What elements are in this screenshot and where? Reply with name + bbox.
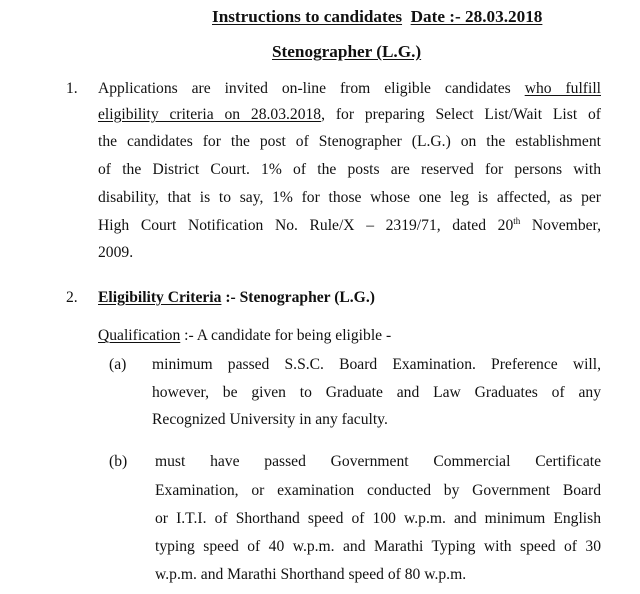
document-title: Instructions to candidates	[212, 7, 403, 26]
sub-item-b-label: (b)	[109, 453, 128, 470]
item-1-line-4: of the District Court. 1% of the posts are reserved for persons with	[98, 161, 601, 178]
item-1-line-6: High Court Notification No. Rule/X – 2319/71, dated 20th November,	[98, 216, 601, 234]
sub-item-b-line-2: Examination, or examination conducted by Government Board	[155, 482, 601, 499]
document-header	[212, 7, 542, 27]
item-1-line-7: 2009.	[98, 244, 134, 261]
sub-item-b-line-3: or I.T.I. of Shorthand speed of 100 w.p.m. and minimum English	[155, 510, 601, 527]
item-1-line-3: the candidates for the post of Stenographer (L.G.) on the establishment	[98, 133, 601, 150]
item-1-line-2: eligibility criteria on 28.03.2018, for preparing Select List/Wait List of	[98, 106, 601, 123]
item-1-line-5: disability, that is to say, 1% for those whose one leg is affected, as per	[98, 189, 601, 206]
sub-item-a-line-2: however, be given to Graduate and Law Graduates of any	[152, 384, 601, 401]
eligibility-date-emphasis: who fulfill	[524, 80, 601, 97]
superscript-th: th	[513, 216, 521, 226]
post-heading	[272, 42, 421, 62]
qualification-label: Qualification	[98, 327, 181, 344]
item-1-number: 1.	[66, 80, 78, 97]
sub-item-b-line-4: typing speed of 40 w.p.m. and Marathi Typing with speed of 30	[155, 538, 601, 555]
item-1-line-1: Applications are invited on-line from eligible candidates who fulfill	[98, 80, 601, 97]
item-2-number: 2.	[66, 289, 78, 306]
qualification-line: Qualification :- A candidate for being eligible -	[98, 327, 392, 344]
sub-item-b-line-5: w.p.m. and Marathi Shorthand speed of 80 w.p.m.	[155, 566, 467, 583]
document-date: Date :- 28.03.2018	[410, 7, 543, 26]
sub-item-b-line-1: must have passed Government Commercial Certificate	[155, 453, 601, 470]
post-title: Stenographer (L.G.)	[272, 42, 422, 61]
sub-item-a-label: (a)	[109, 356, 127, 373]
sub-item-a-line-1: minimum passed S.S.C. Board Examination. Preference will,	[152, 356, 601, 373]
item-2-heading: Eligibility Criteria :- Stenographer (L.G.)	[98, 289, 375, 306]
sub-item-a-line-3: Recognized University in any faculty.	[152, 411, 388, 428]
eligibility-criteria-heading: Eligibility Criteria	[98, 289, 222, 306]
eligibility-date-emphasis-2: eligibility criteria on 28.03.2018	[98, 106, 322, 123]
